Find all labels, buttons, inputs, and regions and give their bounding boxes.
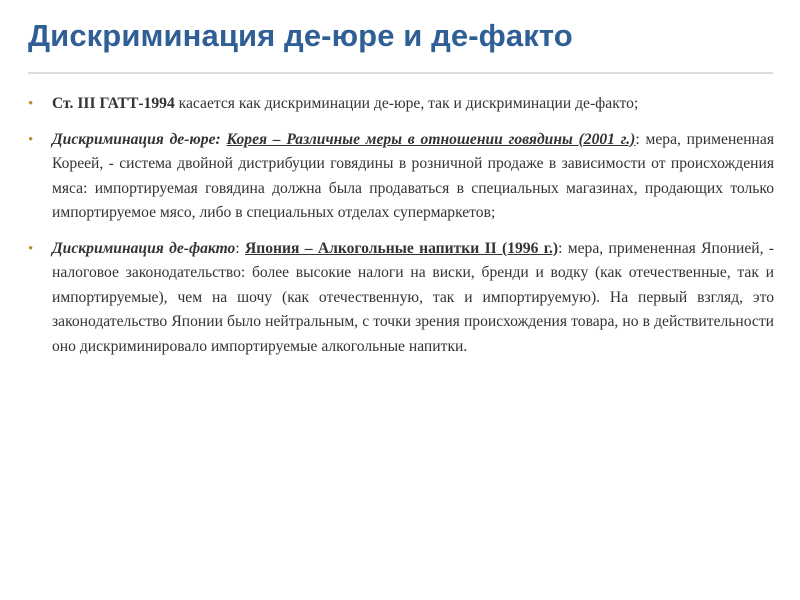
gatt-article-ref: Ст. III ГАТТ-1994 [52, 95, 175, 112]
bullet-list [28, 92, 774, 370]
bullet-text: : мера, примененная Кореей, - система двойной дистрибуции говядины в розничной продаже в зависимости от происхождения мяса: импортируемая говядина должна была продаваться в специальных магазинах, продающих только импортируемое мясо, либо в специальных отделах супермаркетов; [52, 130, 774, 221]
bullet-icon: • [28, 240, 34, 257]
bullet-item-de-facto [28, 237, 774, 360]
bullet-icon: • [28, 96, 34, 112]
bullet-item-gatt [28, 92, 774, 117]
de-jure-label: Дискриминация де-юре: [52, 130, 221, 148]
korea-case-title: Корея – Различные меры в отношении говядины (2001 г.) [226, 130, 636, 148]
bullet-item-de-jure [28, 128, 774, 226]
bullet-text: касается как дискриминации де-юре, так и дискриминации де-факто; [174, 95, 639, 112]
separator: : [235, 239, 245, 257]
title-divider [28, 72, 773, 74]
slide-title: Дискриминация де-юре и де-факто [28, 18, 573, 53]
bullet-icon: • [28, 131, 34, 148]
bullet-text: : мера, примененная Японией, - налоговое законодательство: более высокие налоги на виски, бренди и водку (как отечественные, так и импортируемые), чем на шочу (как отечественную, так и импортируемую). На первый взгляд, это законодательство Японии было нейтральным, с точки зрения происхождения товара, но в действительности оно дискриминировало импортируемые алкогольные напитки. [52, 239, 775, 355]
japan-case-title: Япония – Алкогольные напитки II (1996 г.) [244, 239, 559, 257]
de-facto-label: Дискриминация де-факто [52, 239, 236, 257]
